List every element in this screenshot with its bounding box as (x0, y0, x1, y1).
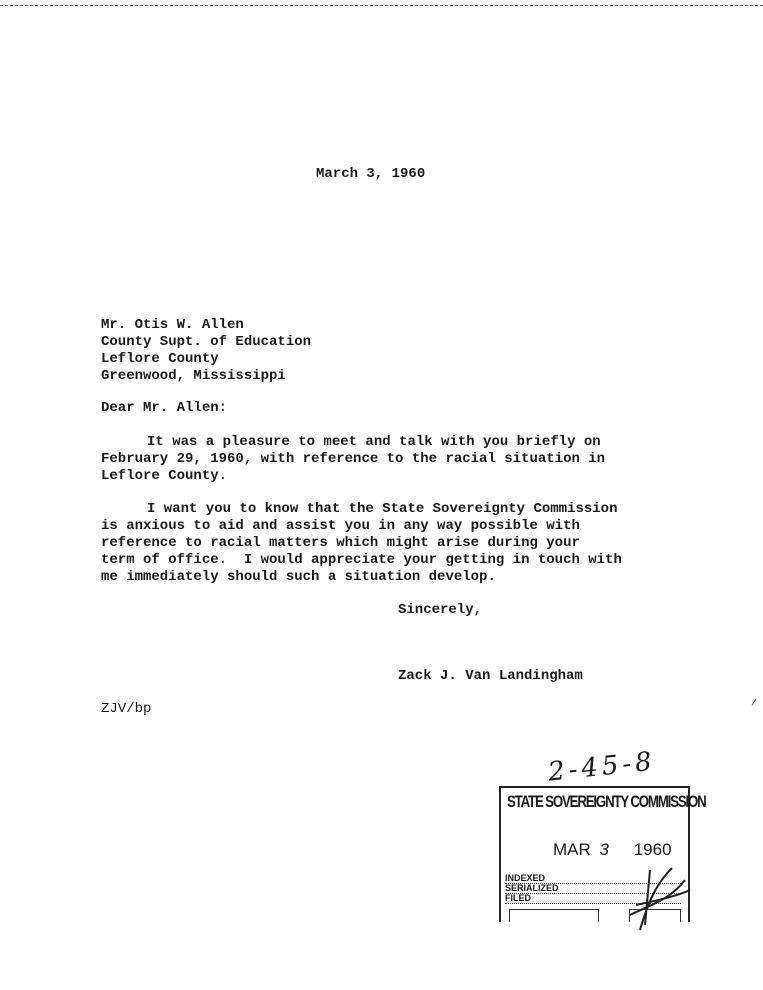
stamp-initials-mark (630, 868, 690, 930)
paragraph-line: me immediately should such a situation develop. (101, 569, 496, 585)
stamp-field-filed: FILED (505, 894, 681, 904)
paragraph-line: reference to racial matters which might arise during your (101, 535, 580, 551)
recipient-city: Greenwood, Mississippi (101, 368, 286, 384)
paragraph-line: term of office. I would appreciate your getting in touch with (101, 552, 622, 568)
letter-date: March 3, 1960 (316, 166, 426, 182)
stamp-day: 3 (599, 840, 609, 859)
stamp-month: MAR (553, 840, 591, 859)
paragraph-line: It was a pleasure to meet and talk with you briefly on (147, 434, 601, 450)
paragraph-line: Leflore County. (101, 468, 228, 484)
closing: Sincerely, (398, 602, 483, 618)
recipient-name: Mr. Otis W. Allen (101, 317, 244, 333)
stamp-field-indexed: INDEXED (505, 874, 681, 884)
paragraph-line: I want you to know that the State Sovereignty Commission (147, 501, 618, 517)
recipient-county: Leflore County (101, 351, 219, 367)
stamp-field-serialized: SERIALIZED (505, 884, 681, 894)
salutation: Dear Mr. Allen: (101, 400, 228, 416)
recipient-title: County Supt. of Education (101, 334, 312, 350)
stamp-year: 1960 (633, 840, 672, 859)
stamp-title: STATE SOVEREIGNTY COMMISSION (507, 792, 706, 811)
paragraph-line: February 29, 1960, with reference to the racial situation in (101, 451, 606, 467)
handwritten-file-number: 2-45-8 (546, 746, 658, 788)
margin-speck (752, 699, 756, 705)
paragraph-line: is anxious to aid and assist you in any way possible with (101, 518, 580, 534)
typist-initials: ZJV/bp (101, 701, 152, 717)
signer-name: Zack J. Van Landingham (398, 668, 583, 684)
